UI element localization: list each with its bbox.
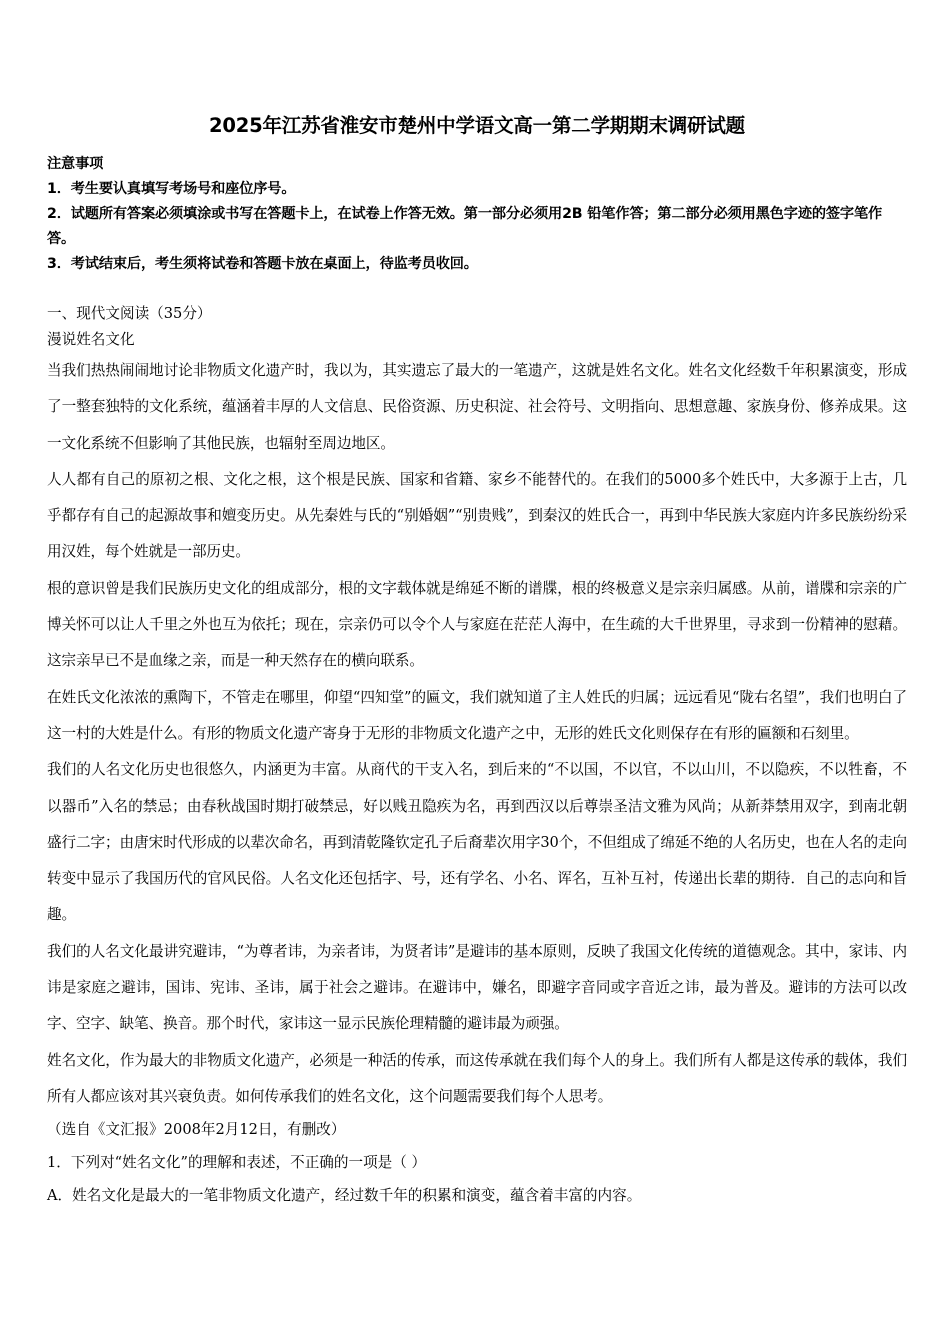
article-paragraph: 根的意识曾是我们民族历史文化的组成部分，根的文字载体就是绵延不断的谱牒，根的终极意义是宗亲归属感。从前，谱牒和宗亲的广博关怀可以让人千里之外也互为依托；现在，宗亲仍可以令个人与家庭在茫茫人海中，在生疏的大千世界里，寻求到一份精神的慰藉。这宗亲早已不是血缘之亲，而是一种天然存在的横向联系。 <box>47 579 907 670</box>
question-1: 1．下列对“姓名文化”的理解和表述，不正确的一项是（ ） <box>47 1154 427 1172</box>
article-source: （选自《文汇报》2008年2月12日，有删改） <box>47 1121 346 1139</box>
article-paragraph: 我们的人名文化历史也很悠久，内涵更为丰富。从商代的干支入名，到后来的“不以国，不以官，不以山川，不以隐疾，不以牲畜，不以器币”入名的禁忌；由春秋战国时期打破禁忌，好以贱丑隐疾为名，再到西汉以后尊崇圣洁文雅为风尚；从新莽禁用双字，到南北朝盛行二字；由唐宋时代形成的以辈次命名，再到清乾隆钦定孔子后裔辈次用字30个，不但组成了绵延不绝的人名历史，也在人名的走向转变中显示了我国历代的官风民俗。人名文化还包括字、号，还有学名、小名、诨名，互补互衬，传递出长辈的期待．自己的志向和旨趣。 <box>47 761 907 924</box>
option-a: A．姓名文化是最大的一笔非物质文化遗产，经过数千年的积累和演变，蕴含着丰富的内容。 <box>47 1187 642 1205</box>
article-body <box>47 353 907 1115</box>
notice-block <box>47 152 907 277</box>
section-heading: 一、现代文阅读（35分） <box>47 305 212 322</box>
notice-item: 2．试题所有答案必须填涂或书写在答题卡上，在试卷上作答无效。第一部分必须用2B 铅笔作答；第二部分必须用黑色字迹的签字笔作答。 <box>47 206 883 247</box>
article-title: 漫说姓名文化 <box>47 331 135 348</box>
article-paragraph: 在姓氏文化浓浓的熏陶下，不管走在哪里，仰望“四知堂”的匾文，我们就知道了主人姓氏的归属；远远看见“陇右名望”，我们也明白了这一村的大姓是什么。有形的物质文化遗产寄身于无形的非物质文化遗产之中，无形的姓氏文化则保存在有形的匾额和石刻里。 <box>47 688 907 742</box>
notice-item: 3．考试结束后，考生须将试卷和答题卡放在桌面上，待监考员收回。 <box>47 256 478 272</box>
article-paragraph: 我们的人名文化最讲究避讳，“为尊者讳，为亲者讳，为贤者讳”是避讳的基本原则，反映了我国文化传统的道德观念。其中，家讳、内讳是家庭之避讳，国讳、宪讳、圣讳，属于社会之避讳。在避讳中，嫌名，即避字音同或字音近之讳，最为普及。避讳的方法可以改字、空字、缺笔、换音。那个时代，家讳这一显示民族伦理精髓的避讳最为顽强。 <box>47 942 907 1033</box>
article-paragraph: 当我们热热闹闹地讨论非物质文化遗产时，我以为，其实遗忘了最大的一笔遗产，这就是姓名文化。姓名文化经数千年积累演变，形成了一整套独特的文化系统，蕴涵着丰厚的人文信息、民俗资源、历史积淀、社会符号、文明指向、思想意趣、家族身份、修养成果。这一文化系统不但影响了其他民族，也辐射至周边地区。 <box>47 362 907 452</box>
exam-page <box>47 112 907 1211</box>
notice-item: 1．考生要认真填写考场号和座位序号。 <box>47 181 296 197</box>
page-title: 2025年江苏省淮安市楚州中学语文高一第二学期期末调研试题 <box>209 114 745 137</box>
article-paragraph: 姓名文化，作为最大的非物质文化遗产，必须是一种活的传承，而这传承就在我们每个人的身上。我们所有人都是这传承的载体，我们所有人都应该对其兴衰负责。如何传承我们的姓名文化，这个问题需要我们每个人思考。 <box>47 1051 907 1105</box>
notice-heading: 注意事项 <box>47 156 104 172</box>
article-paragraph: 人人都有自己的原初之根、文化之根，这个根是民族、国家和省籍、家乡不能替代的。在我们的5000多个姓氏中，大多源于上古，几乎都存有自己的起源故事和嬗变历史。从先秦姓与氏的“别婚姻”“别贵贱”，到秦汉的姓氏合一，再到中华民族大家庭内许多民族纷纷采用汉姓，每个姓就是一部历史。 <box>47 470 907 561</box>
